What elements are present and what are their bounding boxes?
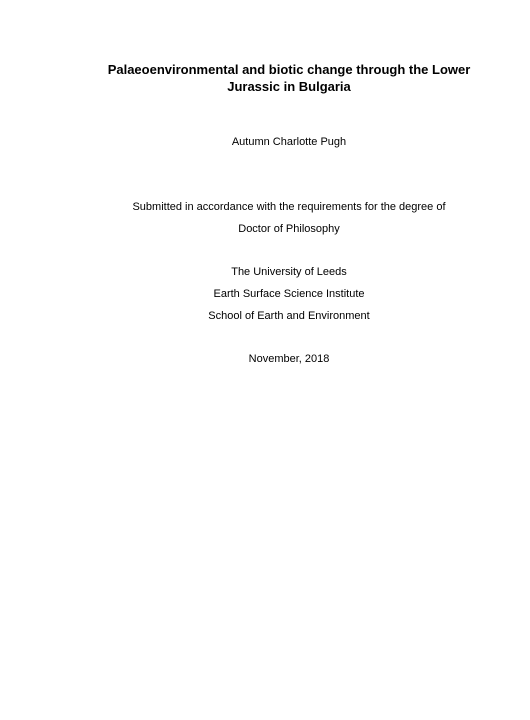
author-name: Autumn Charlotte Pugh [231,136,347,148]
document-title-line-1: Palaeoenvironmental and biotic change through the Lower [107,62,471,77]
university-name: The University of Leeds [231,266,347,278]
degree-name: Doctor of Philosophy [238,223,340,235]
institute-name: Earth Surface Science Institute [213,288,365,300]
submission-statement-line-1: Submitted in accordance with the requirements for the degree of [132,201,446,213]
document-title [0,61,530,95]
document-title-line-2: Jurassic in Bulgaria [227,79,351,94]
school-name: School of Earth and Environment [208,310,370,322]
submission-date: November, 2018 [248,353,330,365]
